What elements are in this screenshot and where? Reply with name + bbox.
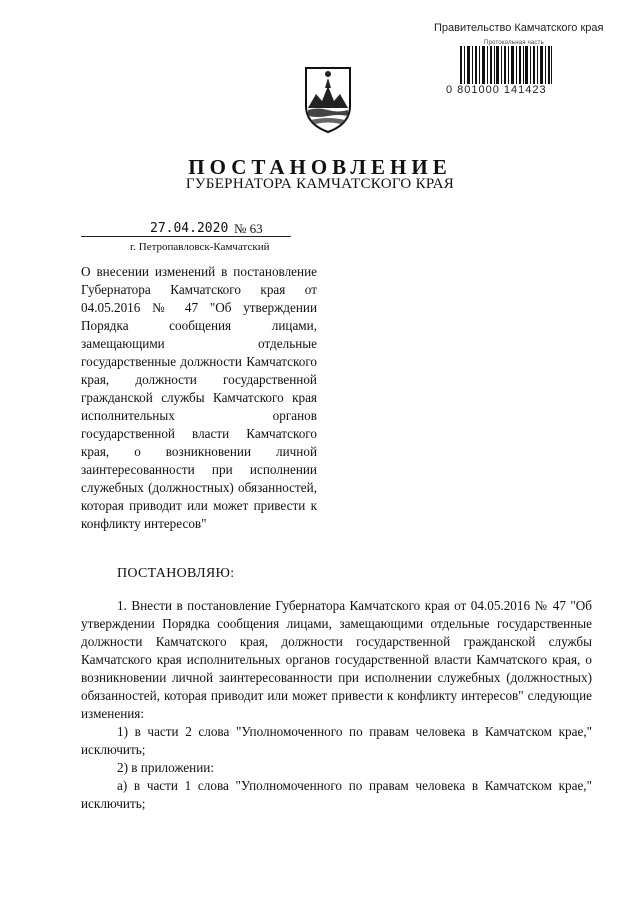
kamchatka-coat-of-arms-icon xyxy=(303,64,353,134)
barcode-number: 0 801000 141423 xyxy=(446,84,547,96)
document-number: № 63 xyxy=(234,221,263,236)
document-subject: О внесении изменений в постановление Губернатора Камчатского края от 04.05.2016 № 47 "Об утверждении Порядка сообщения лицами, замещающими отдельные государственные должности Камчатского края, должности государственной гражданской службы Камчатского края исполнительных органов государственной власти Камчатского края, о возникновении личной заинтересованности при исполнении служебных (должностных) обязанностей, которая приводит или может привести к конфликту интересов" xyxy=(81,264,317,531)
stamp-subtitle: Протокольная часть xyxy=(484,40,544,46)
document-date: 27.04.2020 xyxy=(150,221,229,236)
decree-heading: ПОСТАНОВЛЯЮ: xyxy=(117,566,235,581)
paragraph-2: 1) в части 2 слова "Уполномоченного по правам человека в Камчатском крае," исключить; xyxy=(81,724,592,757)
document-city: г. Петропавловск-Камчатский xyxy=(130,241,270,253)
registration-underline xyxy=(81,236,291,237)
document-subtitle: ГУБЕРНАТОРА КАМЧАТСКОГО КРАЯ xyxy=(185,176,455,192)
barcode-icon xyxy=(460,46,552,84)
paragraph-1: 1. Внести в постановление Губернатора Камчатского края от 04.05.2016 № 47 "Об утверждении Порядка сообщения лицами, замещающими отдельные государственные должности Камчатского края, должности государственной гражданской службы Камчатского края исполнительных органов государственной власти Камчатского края, о возникновении личной заинтересованности при исполнении служебных (должностных) обязанностей, которая приводит или может привести к конфликту интересов" следующие изменения: xyxy=(81,598,592,721)
document-title: ПОСТАНОВЛЕНИЕ xyxy=(188,155,452,179)
stamp-organization: Правительство Камчатского края xyxy=(434,22,604,34)
document-body xyxy=(81,597,592,813)
paragraph-3: 2) в приложении: xyxy=(117,760,214,775)
paragraph-4: а) в части 1 слова "Уполномоченного по правам человека в Камчатском крае," исключить; xyxy=(81,778,592,811)
